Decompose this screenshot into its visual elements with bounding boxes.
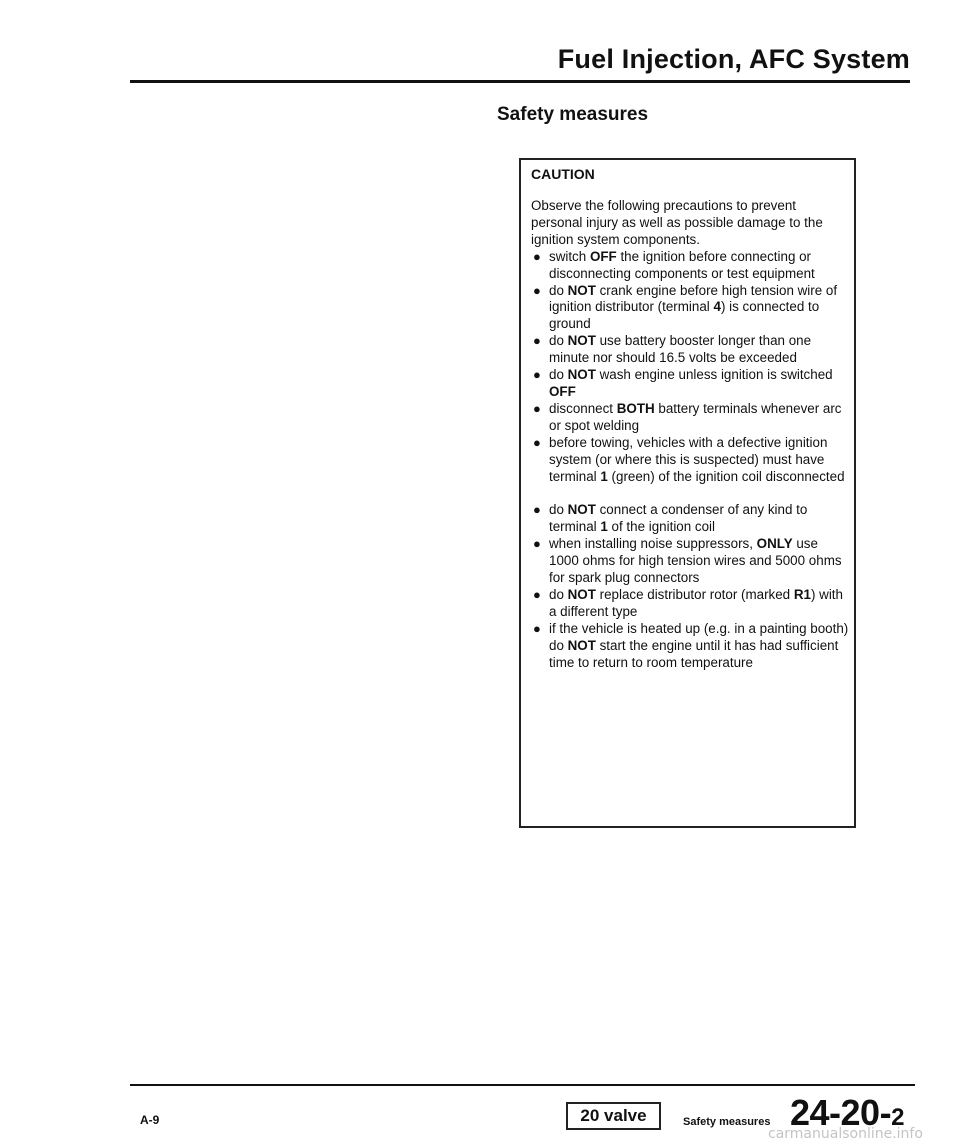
bullet-icon: ● bbox=[533, 620, 541, 636]
bullet-icon: ● bbox=[533, 248, 541, 264]
page-reference: A-9 bbox=[140, 1113, 160, 1127]
caution-body bbox=[531, 198, 849, 671]
page-header-title: Fuel Injection, AFC System bbox=[557, 44, 910, 74]
caution-heading: CAUTION bbox=[531, 166, 595, 182]
bullet-icon: ● bbox=[533, 282, 541, 298]
precaution-item: ● if the vehicle is heated up (e.g. in a painting booth) do NOT start the engine until it has had sufficient time to return to room temperature bbox=[533, 620, 849, 670]
watermark-text: carmanualsonline.info bbox=[768, 1126, 923, 1142]
engine-variant-badge: 20 valve bbox=[566, 1102, 661, 1130]
caution-box bbox=[519, 158, 856, 828]
page-number-sub: 2 bbox=[891, 1104, 904, 1131]
footer-rule bbox=[130, 1084, 915, 1086]
list-spacer bbox=[531, 485, 849, 502]
precaution-item: ● do NOT connect a condenser of any kind to terminal 1 of the ignition coil bbox=[533, 502, 808, 535]
bullet-icon: ● bbox=[533, 333, 541, 349]
bullet-icon: ● bbox=[533, 400, 541, 416]
precaution-item: ● do NOT wash engine unless ignition is switched OFF bbox=[533, 367, 833, 399]
bullet-icon: ● bbox=[533, 502, 541, 518]
precaution-item: ● do NOT crank engine before high tension wire of ignition distributor (terminal 4) is connected to ground bbox=[533, 282, 838, 332]
section-title: Safety measures bbox=[497, 104, 649, 125]
precaution-item: ● do NOT replace distributor rotor (marked R1) with a different type bbox=[533, 586, 843, 619]
header-rule bbox=[130, 80, 910, 83]
precaution-list bbox=[531, 249, 849, 672]
footer-section-name: Safety measures bbox=[683, 1116, 771, 1128]
caution-intro: Observe the following precautions to prevent personal injury as well as possible damage to the ignition system components. bbox=[531, 198, 823, 247]
precaution-item: ● switch OFF the ignition before connecting or disconnecting components or test equipment bbox=[533, 248, 815, 281]
bullet-icon: ● bbox=[533, 586, 541, 602]
precaution-item: ● before towing, vehicles with a defective ignition system (or where this is suspected) must have terminal 1 (green) of the ignition coil disconnected bbox=[533, 434, 845, 484]
precaution-item: ● when installing noise suppressors, ONLY use 1000 ohms for high tension wires and 5000 ohms for spark plug connectors bbox=[533, 536, 842, 586]
precaution-item: ● disconnect BOTH battery terminals whenever arc or spot welding bbox=[533, 400, 842, 433]
bullet-icon: ● bbox=[533, 434, 541, 450]
bullet-icon: ● bbox=[533, 536, 541, 552]
page-number-main: 24-20- bbox=[790, 1092, 892, 1133]
bullet-icon: ● bbox=[533, 367, 541, 383]
precaution-item: ● do NOT use battery booster longer than one minute nor should 16.5 volts be exceeded bbox=[533, 333, 812, 366]
